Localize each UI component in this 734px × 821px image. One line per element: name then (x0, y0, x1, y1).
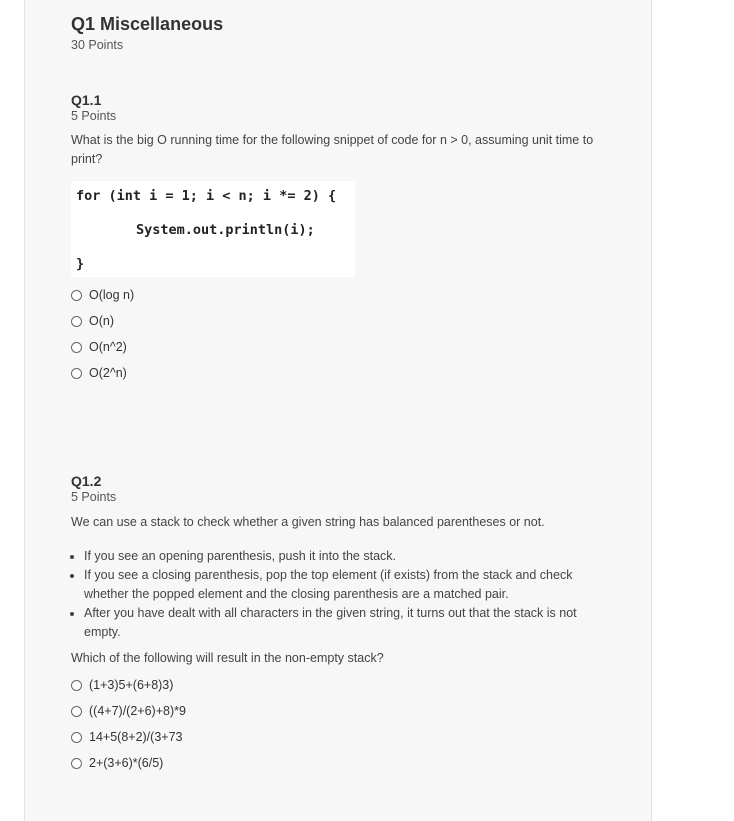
q1-1-option-1[interactable] (71, 282, 631, 308)
option-label: O(n) (89, 314, 114, 328)
q1-2-option-1[interactable] (71, 672, 631, 698)
radio-button[interactable] (71, 316, 82, 327)
option-label: 2+(3+6)*(6/5) (89, 756, 164, 770)
option-label: 14+5(8+2)/(3+73 (89, 730, 183, 744)
radio-button[interactable] (71, 732, 82, 743)
q1-title (71, 12, 223, 36)
radio-button[interactable] (71, 706, 82, 717)
radio-button[interactable] (71, 758, 82, 769)
q1-2-prompt: We can use a stack to check whether a given string has balanced parentheses or not. (71, 515, 545, 529)
radio-button[interactable] (71, 342, 82, 353)
radio-button[interactable] (71, 680, 82, 691)
q1-1-section (71, 91, 631, 386)
q1-1-points: 5 Points (71, 109, 117, 123)
q1-2-question: Which of the following will result in the non-empty stack? (71, 651, 384, 665)
option-label: O(n^2) (89, 340, 127, 354)
q1-points: 30 Points (71, 38, 124, 52)
bullet-item: • After you have dealt with all characters in the given string, it turns out that the stack is not empty. (84, 604, 602, 642)
q1-2-options (71, 672, 631, 776)
q1-1-title: Q1.1 (71, 92, 102, 108)
code-line-1: for (int i = 1; i < n; i *= 2) { (76, 188, 337, 204)
q1-number: Q1 (71, 14, 96, 34)
q1-1-option-4[interactable] (71, 360, 631, 386)
code-line-2: System.out.println(i); (136, 222, 315, 238)
q1-1-option-3[interactable] (71, 334, 631, 360)
option-label: (1+3)5+(6+8)3) (89, 678, 174, 692)
q1-2-option-2[interactable] (71, 698, 631, 724)
q1-2-bullet-list (71, 547, 602, 642)
bullet-item: • If you see a closing parenthesis, pop the top element (if exists) from the stack and check whether the popped element and the closing parenthesis are a matched pair. (84, 566, 602, 604)
code-line-3: } (76, 256, 85, 272)
radio-button[interactable] (71, 290, 82, 301)
radio-button[interactable] (71, 368, 82, 379)
code-snippet (71, 181, 355, 277)
question-panel (24, 0, 652, 821)
bullet-item: • If you see an opening parenthesis, push it into the stack. (84, 547, 602, 566)
q1-2-section (71, 472, 631, 776)
q1-1-option-2[interactable] (71, 308, 631, 334)
q1-header (71, 12, 223, 52)
q1-2-title: Q1.2 (71, 473, 102, 489)
option-label: ((4+7)/(2+6)+8)*9 (89, 704, 186, 718)
option-label: O(log n) (89, 288, 135, 302)
q1-1-options (71, 282, 631, 386)
q1-2-option-3[interactable] (71, 724, 631, 750)
q1-1-prompt: What is the big O running time for the following snippet of code for n > 0, assuming unit time to print? (71, 133, 594, 166)
option-label: O(2^n) (89, 366, 127, 380)
q1-2-option-4[interactable] (71, 750, 631, 776)
q1-2-points: 5 Points (71, 490, 117, 504)
q1-title-text: Miscellaneous (100, 14, 224, 34)
